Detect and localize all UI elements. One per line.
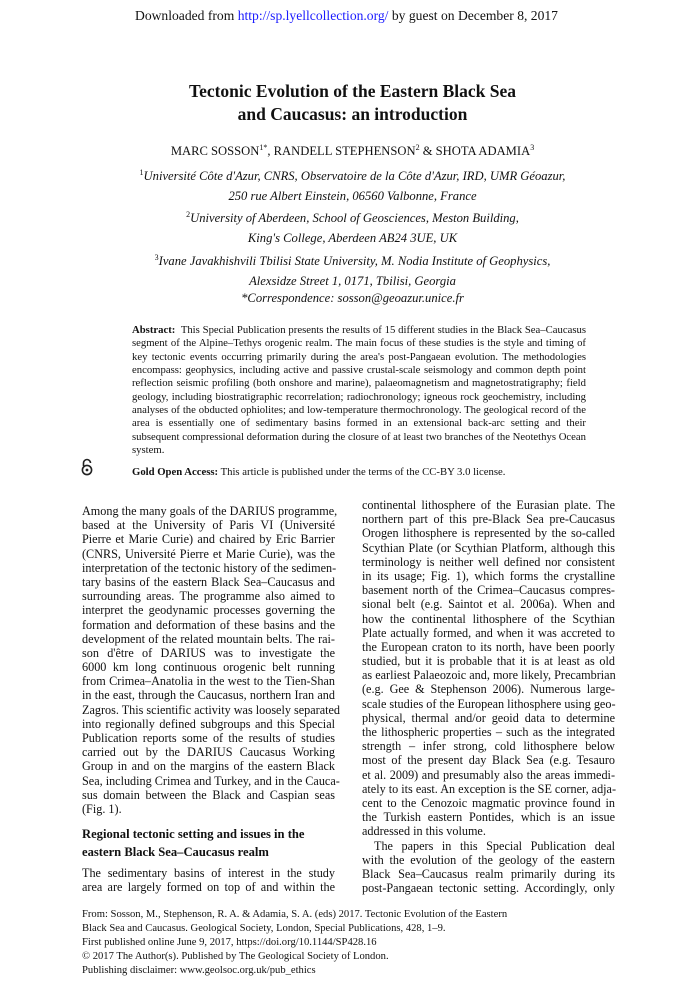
body-text-line: studied, but it is probable that it is at least as old <box>362 654 615 669</box>
body-text-line: into regionally defined subgroups and this Special <box>82 716 335 731</box>
body-text-line: most of the present day Black Sea (e.g. Tesauro <box>362 753 615 768</box>
affiliation-3 <box>0 248 693 291</box>
title-line-2: and Caucasus: an introduction <box>237 104 468 124</box>
footer-line: © 2017 The Author(s). Published by The Geological Society of London. <box>82 951 389 962</box>
open-access-lock-icon <box>80 458 94 476</box>
body-text-line: terminology is neither well defined nor consistent <box>362 554 615 569</box>
body-text-line: carried out by the DARIUS Caucasus Working <box>82 745 335 760</box>
author-separator: & <box>419 144 436 159</box>
body-text-line: interpret the geodynamic processes governing the <box>82 603 335 618</box>
affiliation-line: University of Aberdeen, School of Geosciences, Meston Building, <box>190 211 519 226</box>
body-text-line: development of the related mountain belts. The rai- <box>82 631 335 646</box>
left-column-section-body <box>82 866 335 894</box>
left-column-body <box>82 504 341 816</box>
body-text-line: tary basins of the eastern Black Sea–Caucasus and <box>82 574 335 589</box>
body-text-line: in its usage; Fig. 1), which forms the crystalline <box>362 568 615 583</box>
body-text-line: the Turkish eastern Pontides, which is an issue <box>362 810 615 825</box>
body-text-line: sus domain between the Black and Caspian seas <box>82 787 335 802</box>
body-text-line: interpretation of the tectonic history of the sedimen- <box>82 560 337 575</box>
body-text-line: Pierre et Marie Curie) and chaired by Eric Barrier <box>82 532 335 547</box>
abstract <box>132 324 586 457</box>
body-text-line: formation and deformation of these basins and the <box>82 617 335 632</box>
body-text-line: The sedimentary basins of interest in the study <box>82 866 335 880</box>
body-text-line: The papers in this Special Publication deal <box>374 838 615 853</box>
body-text-line: et al. 2009) and presumably also the areas immedi- <box>362 767 615 782</box>
download-banner <box>0 8 693 24</box>
heading-line-2: eastern Black Sea–Caucasus realm <box>82 845 269 859</box>
footer-line: Black Sea and Caucasus. Geological Society, London, Special Publications, 428, 1–9. <box>82 923 446 934</box>
body-text-line: Group in and on the margins of the eastern Black <box>82 759 335 774</box>
abstract-text: This Special Publication presents the results of 15 different studies in the Black Sea–Caucasus segment of the Alpine–Tethys orogenic realm. The main focus of these studies is the style and timing of key tectonic events occurring primarily during the area's post-Pangaean evolution. The methodologies encompass: geophysics, including active and passive crustal-scale seismology and common depth point reflection seismic profiling (both onshore and marine), palaeomagnetism and magnetostratigraphy; field geology, including biostratigraphic recorrelation; radiochronology; igneous rock geochemistry, including analyses of the obducted ophiolites; and low-temperature thermochronology. The geological record of the area is essentially one of sedimentary basins formed in an extensional back-arc setting and their subsequent compressional deformation during the closure of at least two branches of the Neotethys Ocean system. <box>132 324 587 457</box>
citation-footer <box>82 908 622 978</box>
download-suffix: by guest on December 8, 2017 <box>388 8 558 23</box>
author-separator: , <box>267 144 274 159</box>
footer-line: First published online June 9, 2017, https://doi.org/10.1144/SP428.16 <box>82 937 377 948</box>
body-text-line: physical, thermal and/or geoid data to determine <box>362 710 615 725</box>
author-affiliation-mark: 3 <box>530 143 535 152</box>
body-text-line: (CNRS, Université Pierre et Marie Curie), was the <box>82 546 335 561</box>
body-text-line: in the east, through the Caucasus, northern Iran and <box>82 688 335 703</box>
body-text-line: Sea, including Crimea and Turkey, and in the Cauca- <box>82 773 340 788</box>
body-text-line: Black Sea–Caucasus realm primarily during its <box>362 866 615 881</box>
body-text-line: Among the many goals of the DARIUS programme, <box>82 504 338 518</box>
body-text-line: based at the University of Paris VI (Université <box>82 518 335 533</box>
author-affiliation-mark: 2 <box>415 143 420 152</box>
lyell-collection-link[interactable]: http://sp.lyellcollection.org/ <box>237 8 389 23</box>
affiliation-number: 2 <box>186 210 191 219</box>
title-line-1: Tectonic Evolution of the Eastern Black Sea <box>189 81 516 101</box>
affiliation-1 <box>0 163 693 206</box>
body-text-line: 6000 km long continuous orogenic belt running <box>82 660 335 675</box>
body-text-line: the European craton to its north, have been poorly <box>362 639 615 654</box>
author-name: MARC SOSSON <box>170 144 260 159</box>
body-text-line: post-Pangaean tectonic setting. Accordingly, only <box>362 881 615 896</box>
affiliation-number: 1 <box>139 168 144 177</box>
affiliation-2 <box>0 205 693 248</box>
body-text-line: from Crimea–Anatolia in the west to the Tien-Shan <box>82 674 335 689</box>
body-text-line: area are largely formed on top of and within the <box>82 880 335 895</box>
affiliation-line: Alexsidze Street 1, 0171, Tbilisi, Georgia <box>249 274 456 289</box>
footer-line: Publishing disclaimer: www.geolsoc.org.uk/pub_ethics <box>82 965 316 976</box>
affiliation-line: 250 rue Albert Einstein, 06560 Valbonne, France <box>228 189 477 204</box>
correspondence: *Correspondence: sosson@geoazur.unice.fr <box>241 291 464 305</box>
author-list <box>0 143 693 159</box>
body-text-line: sional belt (e.g. Saintot et al. 2006a). When and <box>362 597 615 612</box>
body-text-line: as earliest Palaeozoic and, more likely, Precambrian <box>362 668 616 683</box>
body-text-line: Zagros. This scientific activity was loosely separated <box>82 702 341 717</box>
body-text-line: the lithospheric properties – such as the integrated <box>362 725 615 739</box>
author-affiliation-mark: 1* <box>259 143 268 152</box>
author-name: RANDELL STEPHENSON <box>273 144 416 159</box>
body-text-line: Plate actually formed, and when it was accreted to <box>362 625 615 640</box>
body-text-line: son d'être of DARIUS was to investigate the <box>82 645 335 660</box>
body-text-line: how the continental lithosphere of the Scythian <box>362 611 615 626</box>
open-access-label: Gold Open Access: <box>132 466 219 478</box>
affiliation-line: Université Côte d'Azur, CNRS, Observatoire de la Côte d'Azur, IRD, UMR Géoazur, <box>143 169 566 184</box>
body-text-line: cent to the Cenozoic magmatic province found in <box>362 795 615 810</box>
heading-line-1: Regional tectonic setting and issues in the <box>82 827 305 841</box>
download-prefix: Downloaded from <box>135 8 238 23</box>
body-text-line: with the evolution of the geology of the eastern <box>362 852 615 867</box>
right-column-body <box>362 498 615 895</box>
body-text-line: strength – infer strong, cold lithosphere below <box>362 739 615 754</box>
body-text-line: scale studies of the European lithosphere using geo- <box>362 696 616 711</box>
footer-line: From: Sosson, M., Stephenson, R. A. & Adamia, S. A. (eds) 2017. Tectonic Evolution of the Eastern <box>82 909 508 920</box>
body-text-line: Publication reports some of the results of studies <box>82 731 335 745</box>
body-text-line: northern part of this pre-Black Sea pre-Caucasus <box>362 512 615 527</box>
author-name: SHOTA ADAMIA <box>435 144 531 159</box>
affiliation-line: Ivane Javakhishvili Tbilisi State University, M. Nodia Institute of Geophysics, <box>158 254 551 269</box>
body-text-line: addressed in this volume. <box>362 824 486 839</box>
affiliation-number: 3 <box>154 253 159 262</box>
affiliation-line: King's College, Aberdeen AB24 3UE, UK <box>247 231 458 246</box>
body-text-line: (Fig. 1). <box>82 801 122 816</box>
abstract-label: Abstract: <box>132 324 176 336</box>
body-text-line: continental lithosphere of the Eurasian plate. The <box>362 498 615 512</box>
body-text-line: ately to its east. An exception is the SE corner, adja- <box>362 781 617 796</box>
paper-title <box>0 80 693 126</box>
body-text-line: (e.g. Gee & Stephenson 2006). Numerous large- <box>362 682 615 697</box>
body-text-line: surrounding areas. The programme also aimed to <box>82 589 335 604</box>
open-access-notice <box>132 466 505 478</box>
body-text-line: Orogen lithosphere is represented by the so-called <box>362 526 615 541</box>
open-access-text: This article is published under the terms of the CC-BY 3.0 license. <box>220 466 506 478</box>
body-text-line: Scythian Plate (or Scythian Platform, although this <box>362 540 615 555</box>
body-text-line: basement north of the Crimea–Caucasus compres- <box>362 583 615 598</box>
section-heading <box>82 825 342 861</box>
